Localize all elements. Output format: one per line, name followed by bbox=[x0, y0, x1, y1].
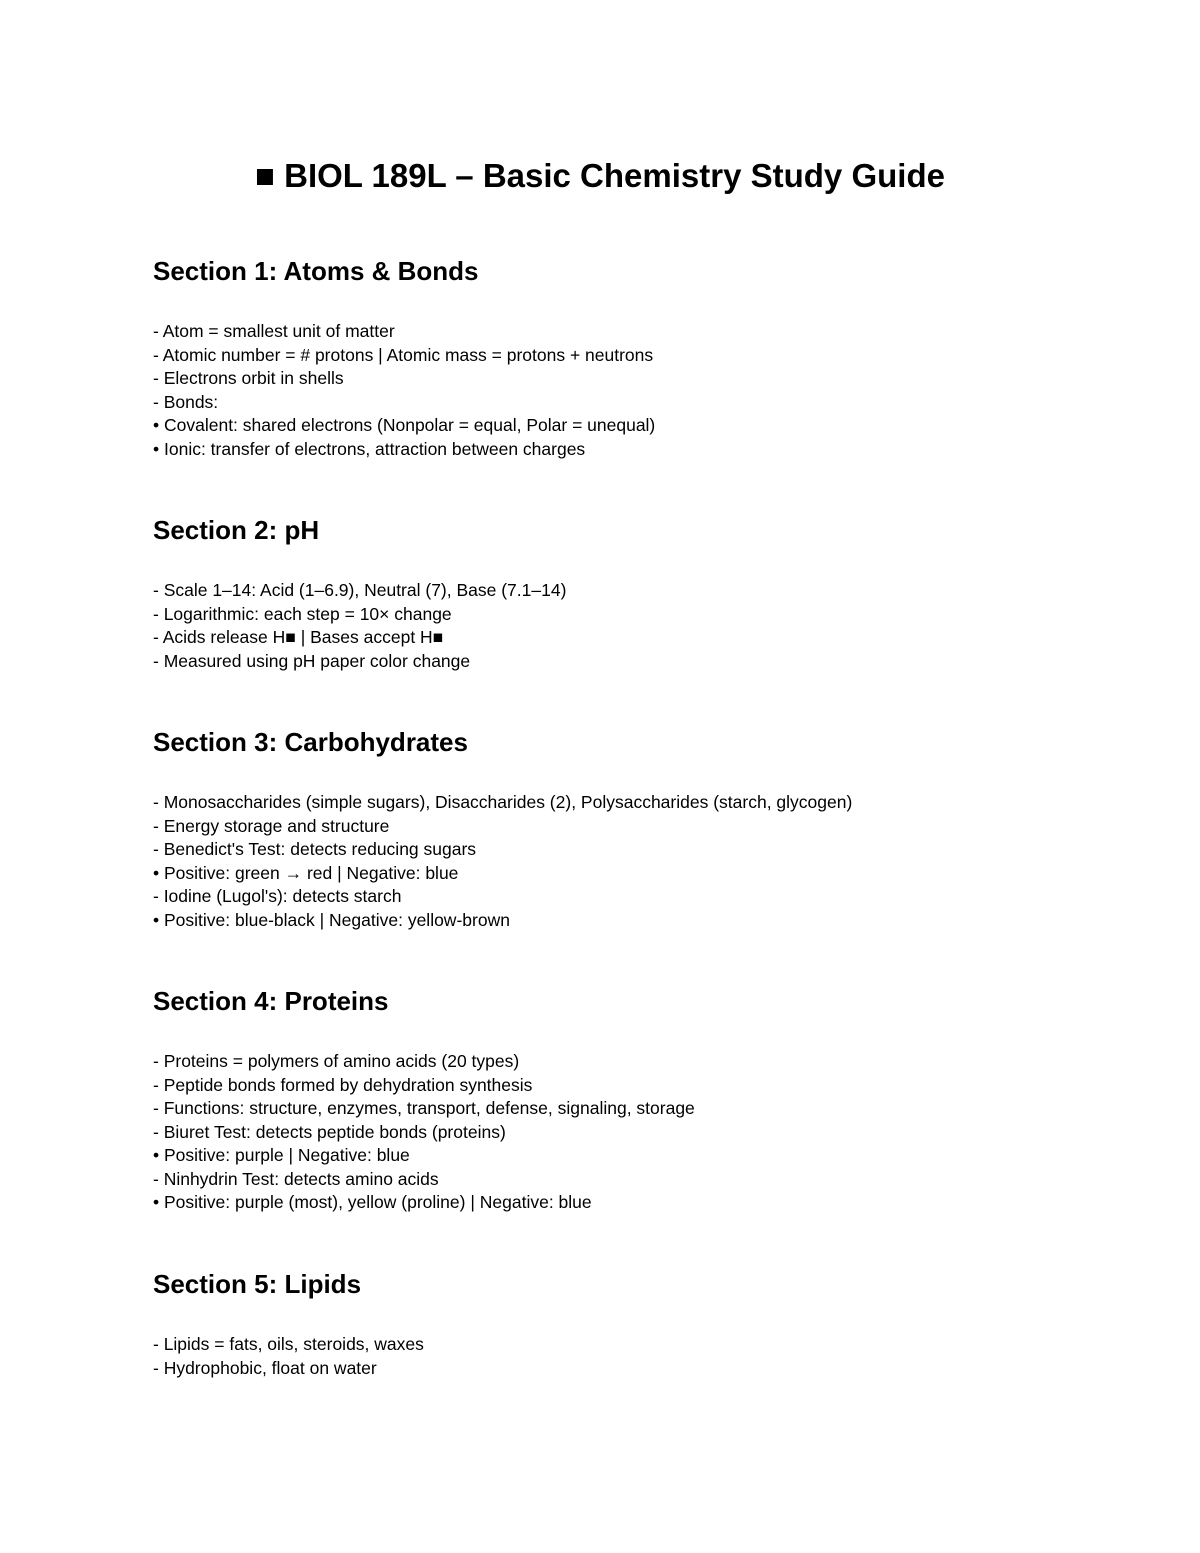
section-heading: Section 2: pH bbox=[153, 515, 320, 545]
section-line-list bbox=[153, 1333, 1113, 1380]
section-line: • Covalent: shared electrons (Nonpolar = equal, Polar = unequal) bbox=[153, 415, 656, 435]
section-line: - Acids release H■ | Bases accept H■ bbox=[153, 627, 444, 647]
section-line-list bbox=[153, 1050, 1113, 1215]
section-line: - Electrons orbit in shells bbox=[153, 368, 344, 388]
section-heading: Section 4: Proteins bbox=[153, 986, 389, 1016]
section-line: - Hydrophobic, float on water bbox=[153, 1357, 377, 1378]
section-line: • Positive: purple | Negative: blue bbox=[153, 1145, 410, 1165]
section-heading: Section 5: Lipids bbox=[153, 1269, 362, 1299]
section-ph bbox=[153, 515, 1113, 673]
section-line: - Energy storage and structure bbox=[153, 815, 390, 836]
section-line: - Bonds: bbox=[153, 391, 219, 412]
section-line: - Atomic number = # protons | Atomic mass = protons + neutrons bbox=[153, 344, 654, 365]
section-line: - Proteins = polymers of amino acids (20 types) bbox=[153, 1051, 520, 1071]
section-proteins bbox=[153, 986, 1113, 1215]
section-line: • Positive: green → red | Negative: blue bbox=[153, 862, 459, 883]
section-heading: Section 1: Atoms & Bonds bbox=[153, 256, 479, 286]
section-line: • Positive: blue-black | Negative: yellow-brown bbox=[153, 909, 510, 930]
section-line-list bbox=[153, 791, 1113, 932]
section-line: • Ionic: transfer of electrons, attraction between charges bbox=[153, 438, 586, 459]
section-line-list bbox=[153, 579, 1113, 673]
section-heading: Section 3: Carbohydrates bbox=[153, 727, 468, 757]
section-lipids bbox=[153, 1269, 1113, 1380]
section-line: - Scale 1–14: Acid (1–6.9), Neutral (7), Base (7.1–14) bbox=[153, 580, 567, 600]
section-atoms-bonds bbox=[153, 256, 1113, 461]
section-line: - Ninhydrin Test: detects amino acids bbox=[153, 1168, 439, 1189]
section-line: - Monosaccharides (simple sugars), Disaccharides (2), Polysaccharides (starch, glycogen) bbox=[153, 792, 853, 812]
section-line-list bbox=[153, 320, 1113, 461]
section-line: - Lipids = fats, oils, steroids, waxes bbox=[153, 1334, 424, 1354]
section-line: - Peptide bonds formed by dehydration synthesis bbox=[153, 1074, 533, 1095]
section-line: - Measured using pH paper color change bbox=[153, 650, 471, 671]
section-carbohydrates bbox=[153, 727, 1113, 932]
section-line: - Logarithmic: each step = 10× change bbox=[153, 603, 452, 624]
section-line: - Benedict's Test: detects reducing sugars bbox=[153, 839, 477, 859]
section-line: • Positive: purple (most), yellow (proline) | Negative: blue bbox=[153, 1192, 592, 1212]
section-line: - Functions: structure, enzymes, transport, defense, signaling, storage bbox=[153, 1098, 695, 1118]
document-title: ■ BIOL 189L – Basic Chemistry Study Guide bbox=[255, 157, 945, 194]
section-line: - Atom = smallest unit of matter bbox=[153, 321, 395, 341]
section-line: - Biuret Test: detects peptide bonds (proteins) bbox=[153, 1121, 506, 1142]
section-line: - Iodine (Lugol's): detects starch bbox=[153, 886, 402, 906]
